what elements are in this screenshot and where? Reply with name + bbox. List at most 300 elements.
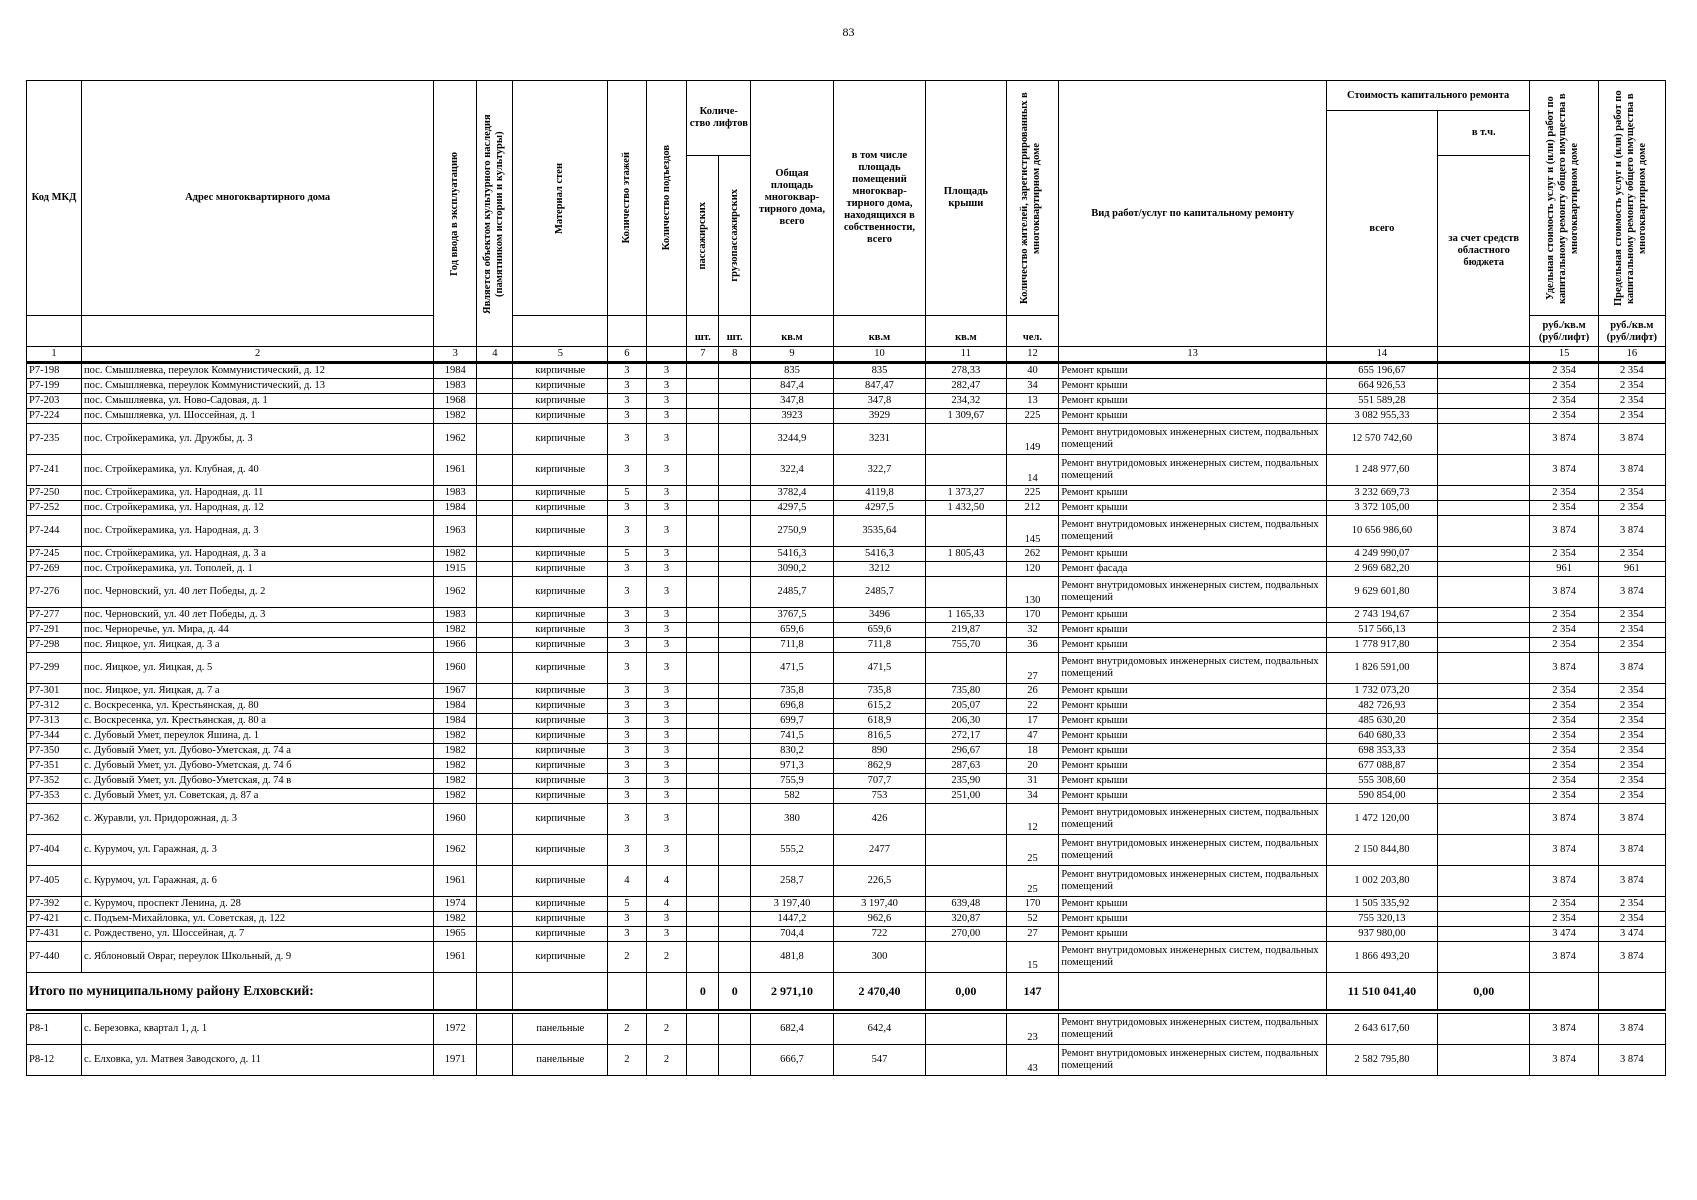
cell-lifts-cargo	[719, 363, 751, 379]
cell-area-owned: 4297,5	[833, 501, 925, 516]
header-unit-cost: Удельная стоимость услуг и (или) работ по капитальному ремонту общего имущества в многоквартирном доме	[1530, 81, 1598, 316]
cell-work-type: Ремонт крыши	[1059, 714, 1326, 729]
table-row	[27, 486, 1666, 501]
cell-year: 1983	[434, 379, 477, 394]
unit-material	[513, 316, 608, 347]
cell-entrances: 3	[646, 912, 687, 927]
cell-code: Р7-313	[27, 714, 82, 729]
cell-cost-regional	[1438, 486, 1530, 501]
cell-area-total: 3244,9	[751, 424, 834, 455]
cell-lifts-pass	[687, 547, 719, 562]
total-entrances	[646, 973, 687, 1011]
cell-entrances: 3	[646, 653, 687, 684]
table-row	[27, 653, 1666, 684]
cell-floors: 3	[608, 623, 647, 638]
cell-residents: 40	[1006, 363, 1059, 379]
cell-area-total: 3 197,40	[751, 897, 834, 912]
cell-cost-regional	[1438, 789, 1530, 804]
cell-unit-cost: 2 354	[1530, 486, 1598, 501]
cell-area-total: 1447,2	[751, 912, 834, 927]
cell-work-type: Ремонт крыши	[1059, 638, 1326, 653]
cell-cost-total: 937 980,00	[1326, 927, 1437, 942]
cell-unit-cost: 3 874	[1530, 516, 1598, 547]
cell-roof-area: 1 309,67	[926, 409, 1006, 424]
cell-year: 1982	[434, 409, 477, 424]
cell-unit-cost: 2 354	[1530, 638, 1598, 653]
cell-unit-cost: 2 354	[1530, 729, 1598, 744]
cell-lifts-cargo	[719, 774, 751, 789]
cell-residents: 17	[1006, 714, 1059, 729]
cell-entrances: 3	[646, 424, 687, 455]
cell-heritage	[477, 942, 513, 973]
cell-material: кирпичные	[513, 714, 608, 729]
cell-floors: 3	[608, 562, 647, 577]
cell-area-total: 380	[751, 804, 834, 835]
header-material: Материал стен	[513, 81, 608, 316]
cell-roof-area: 278,33	[926, 363, 1006, 379]
table-row	[27, 379, 1666, 394]
cell-residents: 32	[1006, 623, 1059, 638]
cell-area-total: 4297,5	[751, 501, 834, 516]
cell-code: Р7-252	[27, 501, 82, 516]
cell-lifts-pass	[687, 501, 719, 516]
cell-material: кирпичные	[513, 424, 608, 455]
header-floors: Количество этажей	[608, 81, 647, 316]
cell-roof-area	[926, 516, 1006, 547]
cell-year: 1984	[434, 714, 477, 729]
cell-area-owned: 5416,3	[833, 547, 925, 562]
cell-area-owned: 3212	[833, 562, 925, 577]
cell-heritage	[477, 379, 513, 394]
cell-roof-area: 1 432,50	[926, 501, 1006, 516]
cell-code: Р8-1	[27, 1014, 82, 1045]
capital-repair-table	[26, 80, 1666, 1076]
cell-roof-area: 296,67	[926, 744, 1006, 759]
table-row	[27, 623, 1666, 638]
total-area-owned: 2 470,40	[833, 973, 925, 1011]
cell-area-total: 755,9	[751, 774, 834, 789]
cell-roof-area: 1 805,43	[926, 547, 1006, 562]
cell-area-owned: 735,8	[833, 684, 925, 699]
cell-cost-total: 2 969 682,20	[1326, 562, 1437, 577]
cell-lifts-cargo	[719, 714, 751, 729]
cell-floors: 5	[608, 486, 647, 501]
cell-max-cost: 3 874	[1598, 866, 1665, 897]
cell-floors: 2	[608, 1045, 647, 1076]
cell-cost-total: 1 778 917,80	[1326, 638, 1437, 653]
cell-address: пос. Яицкое, ул. Яицкая, д. 7 а	[82, 684, 434, 699]
cell-roof-area	[926, 835, 1006, 866]
cell-roof-area: 282,47	[926, 379, 1006, 394]
cell-address: с. Дубовый Умет, ул. Советская, д. 87 а	[82, 789, 434, 804]
cell-unit-cost: 2 354	[1530, 394, 1598, 409]
cell-roof-area: 251,00	[926, 789, 1006, 804]
cell-residents: 13	[1006, 394, 1059, 409]
cell-address: пос. Смышляевка, переулок Коммунистический, д. 12	[82, 363, 434, 379]
cell-cost-regional	[1438, 774, 1530, 789]
header-heritage: Является объектом культурного наследия (памятником истории и культуры)	[477, 81, 513, 347]
cell-lifts-cargo	[719, 455, 751, 486]
cell-work-type: Ремонт внутридомовых инженерных систем, подвальных помещений	[1059, 804, 1326, 835]
cell-max-cost: 3 874	[1598, 835, 1665, 866]
cell-unit-cost: 2 354	[1530, 547, 1598, 562]
cell-residents: 47	[1006, 729, 1059, 744]
cell-cost-regional	[1438, 699, 1530, 714]
cell-area-total: 3923	[751, 409, 834, 424]
cell-entrances: 3	[646, 729, 687, 744]
cell-lifts-pass	[687, 699, 719, 714]
cell-year: 1982	[434, 623, 477, 638]
cell-work-type: Ремонт внутридомовых инженерных систем, подвальных помещений	[1059, 866, 1326, 897]
cell-lifts-pass	[687, 729, 719, 744]
cell-heritage	[477, 409, 513, 424]
cell-material: кирпичные	[513, 804, 608, 835]
cell-lifts-cargo	[719, 699, 751, 714]
cell-area-owned: 300	[833, 942, 925, 973]
cell-cost-total: 1 732 073,20	[1326, 684, 1437, 699]
cell-area-total: 3090,2	[751, 562, 834, 577]
cell-work-type: Ремонт крыши	[1059, 789, 1326, 804]
cell-area-total: 704,4	[751, 927, 834, 942]
cell-residents: 23	[1006, 1014, 1059, 1045]
cell-cost-regional	[1438, 942, 1530, 973]
cell-residents: 34	[1006, 379, 1059, 394]
cell-address: пос. Яицкое, ул. Яицкая, д. 3 а	[82, 638, 434, 653]
header-cost: Стоимость капитального ремонта	[1326, 81, 1530, 111]
cell-material: кирпичные	[513, 927, 608, 942]
cell-address: с. Курумоч, ул. Гаражная, д. 3	[82, 835, 434, 866]
cell-area-owned: 4119,8	[833, 486, 925, 501]
cell-cost-regional	[1438, 623, 1530, 638]
cell-code: Р7-199	[27, 379, 82, 394]
cell-area-total: 847,4	[751, 379, 834, 394]
total-lifts-cargo: 0	[719, 973, 751, 1011]
cell-code: Р7-404	[27, 835, 82, 866]
cell-unit-cost: 3 474	[1530, 927, 1598, 942]
cell-max-cost: 2 354	[1598, 501, 1665, 516]
cell-max-cost: 2 354	[1598, 379, 1665, 394]
cell-address: пос. Смышляевка, переулок Коммунистический, д. 13	[82, 379, 434, 394]
cell-entrances: 3	[646, 562, 687, 577]
cell-material: кирпичные	[513, 774, 608, 789]
cell-material: кирпичные	[513, 379, 608, 394]
cell-work-type: Ремонт внутридомовых инженерных систем, подвальных помещений	[1059, 1014, 1326, 1045]
cell-work-type: Ремонт крыши	[1059, 501, 1326, 516]
cell-material: кирпичные	[513, 866, 608, 897]
total-area-total: 2 971,10	[751, 973, 834, 1011]
cell-cost-regional	[1438, 363, 1530, 379]
cell-material: кирпичные	[513, 759, 608, 774]
table-row	[27, 1014, 1666, 1045]
cell-work-type: Ремонт крыши	[1059, 379, 1326, 394]
cell-lifts-cargo	[719, 866, 751, 897]
cell-roof-area	[926, 1014, 1006, 1045]
cell-material: кирпичные	[513, 942, 608, 973]
cell-entrances: 3	[646, 394, 687, 409]
cell-lifts-pass	[687, 684, 719, 699]
cell-cost-regional	[1438, 729, 1530, 744]
cell-roof-area	[926, 577, 1006, 608]
cell-work-type: Ремонт крыши	[1059, 729, 1326, 744]
cell-material: кирпичные	[513, 562, 608, 577]
cell-code: Р7-245	[27, 547, 82, 562]
cell-code: Р7-299	[27, 653, 82, 684]
cell-area-total: 666,7	[751, 1045, 834, 1076]
cell-heritage	[477, 684, 513, 699]
cell-heritage	[477, 729, 513, 744]
cell-max-cost: 3 874	[1598, 1014, 1665, 1045]
cell-heritage	[477, 1045, 513, 1076]
cell-lifts-cargo	[719, 638, 751, 653]
cell-work-type: Ремонт внутридомовых инженерных систем, подвальных помещений	[1059, 1045, 1326, 1076]
cell-heritage	[477, 516, 513, 547]
cell-max-cost: 2 354	[1598, 699, 1665, 714]
total-residents: 147	[1006, 973, 1059, 1011]
cell-address: пос. Черноречье, ул. Мира, д. 44	[82, 623, 434, 638]
cell-max-cost: 2 354	[1598, 394, 1665, 409]
cell-material: кирпичные	[513, 455, 608, 486]
cell-roof-area	[926, 804, 1006, 835]
cell-unit-cost: 2 354	[1530, 912, 1598, 927]
cell-max-cost: 2 354	[1598, 912, 1665, 927]
cell-address: пос. Смышляевка, ул. Шоссейная, д. 1	[82, 409, 434, 424]
cell-unit-cost: 3 874	[1530, 577, 1598, 608]
cell-work-type: Ремонт внутридомовых инженерных систем, подвальных помещений	[1059, 516, 1326, 547]
cell-code: Р7-244	[27, 516, 82, 547]
cell-cost-regional	[1438, 866, 1530, 897]
cell-lifts-cargo	[719, 744, 751, 759]
header-max-cost: Предельная стоимость услуг и (или) работ по капитальному ремонту общего имущества в многоквартирном доме	[1598, 81, 1665, 316]
cell-residents: 225	[1006, 409, 1059, 424]
cell-cost-total: 698 353,33	[1326, 744, 1437, 759]
cell-heritage	[477, 866, 513, 897]
cell-max-cost: 3 874	[1598, 516, 1665, 547]
cell-heritage	[477, 547, 513, 562]
cell-area-total: 835	[751, 363, 834, 379]
total-label: Итого по муниципальному району Елховский:	[27, 973, 434, 1011]
total-heritage	[477, 973, 513, 1011]
table-row	[27, 897, 1666, 912]
cell-residents: 26	[1006, 684, 1059, 699]
cell-area-total: 5416,3	[751, 547, 834, 562]
cell-entrances: 3	[646, 714, 687, 729]
cell-heritage	[477, 608, 513, 623]
cell-residents: 225	[1006, 486, 1059, 501]
cell-cost-total: 485 630,20	[1326, 714, 1437, 729]
cell-floors: 2	[608, 942, 647, 973]
cell-unit-cost: 2 354	[1530, 379, 1598, 394]
cell-area-owned: 835	[833, 363, 925, 379]
cell-entrances: 2	[646, 1014, 687, 1045]
cell-material: кирпичные	[513, 608, 608, 623]
cell-area-owned: 347,8	[833, 394, 925, 409]
cell-roof-area: 735,80	[926, 684, 1006, 699]
unit-roof-area: кв.м	[926, 316, 1006, 347]
total-material	[513, 973, 608, 1011]
cell-lifts-pass	[687, 942, 719, 973]
cell-cost-total: 664 926,53	[1326, 379, 1437, 394]
cell-lifts-cargo	[719, 409, 751, 424]
cell-material: кирпичные	[513, 486, 608, 501]
cell-address: с. Курумоч, ул. Гаражная, д. 6	[82, 866, 434, 897]
cell-area-total: 735,8	[751, 684, 834, 699]
cell-unit-cost: 2 354	[1530, 789, 1598, 804]
cell-entrances: 3	[646, 486, 687, 501]
table-row	[27, 714, 1666, 729]
cell-roof-area: 1 165,33	[926, 608, 1006, 623]
cell-material: кирпичные	[513, 699, 608, 714]
cell-address: с. Воскресенка, ул. Крестьянская, д. 80 а	[82, 714, 434, 729]
cell-code: Р7-344	[27, 729, 82, 744]
cell-year: 1982	[434, 789, 477, 804]
cell-cost-regional	[1438, 684, 1530, 699]
cell-lifts-cargo	[719, 562, 751, 577]
cell-unit-cost: 2 354	[1530, 759, 1598, 774]
cell-area-total: 741,5	[751, 729, 834, 744]
cell-entrances: 3	[646, 789, 687, 804]
column-number: 8	[719, 347, 751, 363]
cell-floors: 3	[608, 638, 647, 653]
table-row	[27, 409, 1666, 424]
cell-max-cost: 2 354	[1598, 684, 1665, 699]
cell-unit-cost: 2 354	[1530, 699, 1598, 714]
cell-lifts-cargo	[719, 912, 751, 927]
table-row	[27, 759, 1666, 774]
cell-year: 1971	[434, 1045, 477, 1076]
cell-year: 1982	[434, 744, 477, 759]
header-address: Адрес многоквартирного дома	[82, 81, 434, 316]
cell-roof-area: 639,48	[926, 897, 1006, 912]
cell-unit-cost: 3 874	[1530, 804, 1598, 835]
cell-area-total: 711,8	[751, 638, 834, 653]
cell-address: пос. Черновский, ул. 40 лет Победы, д. 3	[82, 608, 434, 623]
cell-heritage	[477, 424, 513, 455]
cell-unit-cost: 2 354	[1530, 501, 1598, 516]
cell-code: Р7-301	[27, 684, 82, 699]
column-number: 4	[477, 347, 513, 363]
cell-area-owned: 618,9	[833, 714, 925, 729]
cell-address: с. Дубовый Умет, ул. Дубово-Уметская, д. 74 б	[82, 759, 434, 774]
cell-floors: 3	[608, 394, 647, 409]
cell-cost-total: 640 680,33	[1326, 729, 1437, 744]
total-year	[434, 973, 477, 1011]
cell-cost-regional	[1438, 547, 1530, 562]
cell-residents: 27	[1006, 927, 1059, 942]
cell-area-owned: 753	[833, 789, 925, 804]
cell-work-type: Ремонт крыши	[1059, 699, 1326, 714]
cell-floors: 3	[608, 516, 647, 547]
cell-entrances: 3	[646, 835, 687, 866]
cell-lifts-pass	[687, 897, 719, 912]
cell-residents: 27	[1006, 653, 1059, 684]
cell-area-owned: 3929	[833, 409, 925, 424]
cell-cost-regional	[1438, 653, 1530, 684]
cell-roof-area	[926, 455, 1006, 486]
cell-code: Р7-198	[27, 363, 82, 379]
cell-lifts-pass	[687, 1045, 719, 1076]
cell-address: пос. Смышляевка, ул. Ново-Садовая, д. 1	[82, 394, 434, 409]
cell-floors: 3	[608, 699, 647, 714]
cell-code: Р7-392	[27, 897, 82, 912]
total-row	[27, 973, 1666, 1011]
cell-work-type: Ремонт внутридомовых инженерных систем, подвальных помещений	[1059, 455, 1326, 486]
cell-material: кирпичные	[513, 744, 608, 759]
cell-year: 1960	[434, 804, 477, 835]
unit-entrances	[646, 316, 687, 347]
cell-code: Р7-421	[27, 912, 82, 927]
header-roof-area: Площадь крыши	[926, 81, 1006, 316]
unit-max-cost: руб./кв.м (руб/лифт)	[1598, 316, 1665, 347]
cell-work-type: Ремонт крыши	[1059, 927, 1326, 942]
cell-lifts-cargo	[719, 804, 751, 835]
cell-unit-cost: 3 874	[1530, 455, 1598, 486]
cell-entrances: 4	[646, 866, 687, 897]
cell-lifts-pass	[687, 1014, 719, 1045]
cell-unit-cost: 2 354	[1530, 608, 1598, 623]
table-row	[27, 912, 1666, 927]
cell-entrances: 3	[646, 577, 687, 608]
cell-area-owned: 2477	[833, 835, 925, 866]
cell-cost-total: 1 505 335,92	[1326, 897, 1437, 912]
cell-lifts-cargo	[719, 379, 751, 394]
cell-cost-total: 1 002 203,80	[1326, 866, 1437, 897]
cell-unit-cost: 3 874	[1530, 942, 1598, 973]
cell-cost-total: 4 249 990,07	[1326, 547, 1437, 562]
cell-address: с. Березовка, квартал 1, д. 1	[82, 1014, 434, 1045]
cell-floors: 3	[608, 379, 647, 394]
cell-lifts-cargo	[719, 608, 751, 623]
cell-heritage	[477, 699, 513, 714]
cell-residents: 25	[1006, 866, 1059, 897]
cell-year: 1982	[434, 774, 477, 789]
cell-roof-area	[926, 424, 1006, 455]
cell-area-owned: 3231	[833, 424, 925, 455]
cell-area-total: 347,8	[751, 394, 834, 409]
unit-code	[27, 316, 82, 347]
cell-entrances: 3	[646, 684, 687, 699]
table-row	[27, 363, 1666, 379]
cell-heritage	[477, 897, 513, 912]
cell-address: с. Воскресенка, ул. Крестьянская, д. 80	[82, 699, 434, 714]
cell-area-total: 696,8	[751, 699, 834, 714]
cell-residents: 22	[1006, 699, 1059, 714]
cell-residents: 34	[1006, 789, 1059, 804]
cell-material: кирпичные	[513, 547, 608, 562]
table-row	[27, 804, 1666, 835]
cell-year: 1961	[434, 866, 477, 897]
cell-unit-cost: 2 354	[1530, 623, 1598, 638]
cell-roof-area: 234,32	[926, 394, 1006, 409]
cell-residents: 36	[1006, 638, 1059, 653]
cell-residents: 12	[1006, 804, 1059, 835]
cell-entrances: 3	[646, 363, 687, 379]
cell-heritage	[477, 363, 513, 379]
cell-residents: 170	[1006, 608, 1059, 623]
cell-material: кирпичные	[513, 363, 608, 379]
cell-address: с. Дубовый Умет, переулок Яшина, д. 1	[82, 729, 434, 744]
cell-code: Р7-350	[27, 744, 82, 759]
cell-cost-regional	[1438, 409, 1530, 424]
cell-floors: 3	[608, 577, 647, 608]
cell-floors: 3	[608, 424, 647, 455]
cell-area-owned: 711,8	[833, 638, 925, 653]
header-cost-total: всего	[1326, 111, 1437, 347]
cell-heritage	[477, 744, 513, 759]
cell-work-type: Ремонт фасада	[1059, 562, 1326, 577]
cell-roof-area: 1 373,27	[926, 486, 1006, 501]
cell-cost-total: 2 582 795,80	[1326, 1045, 1437, 1076]
cell-roof-area: 287,63	[926, 759, 1006, 774]
